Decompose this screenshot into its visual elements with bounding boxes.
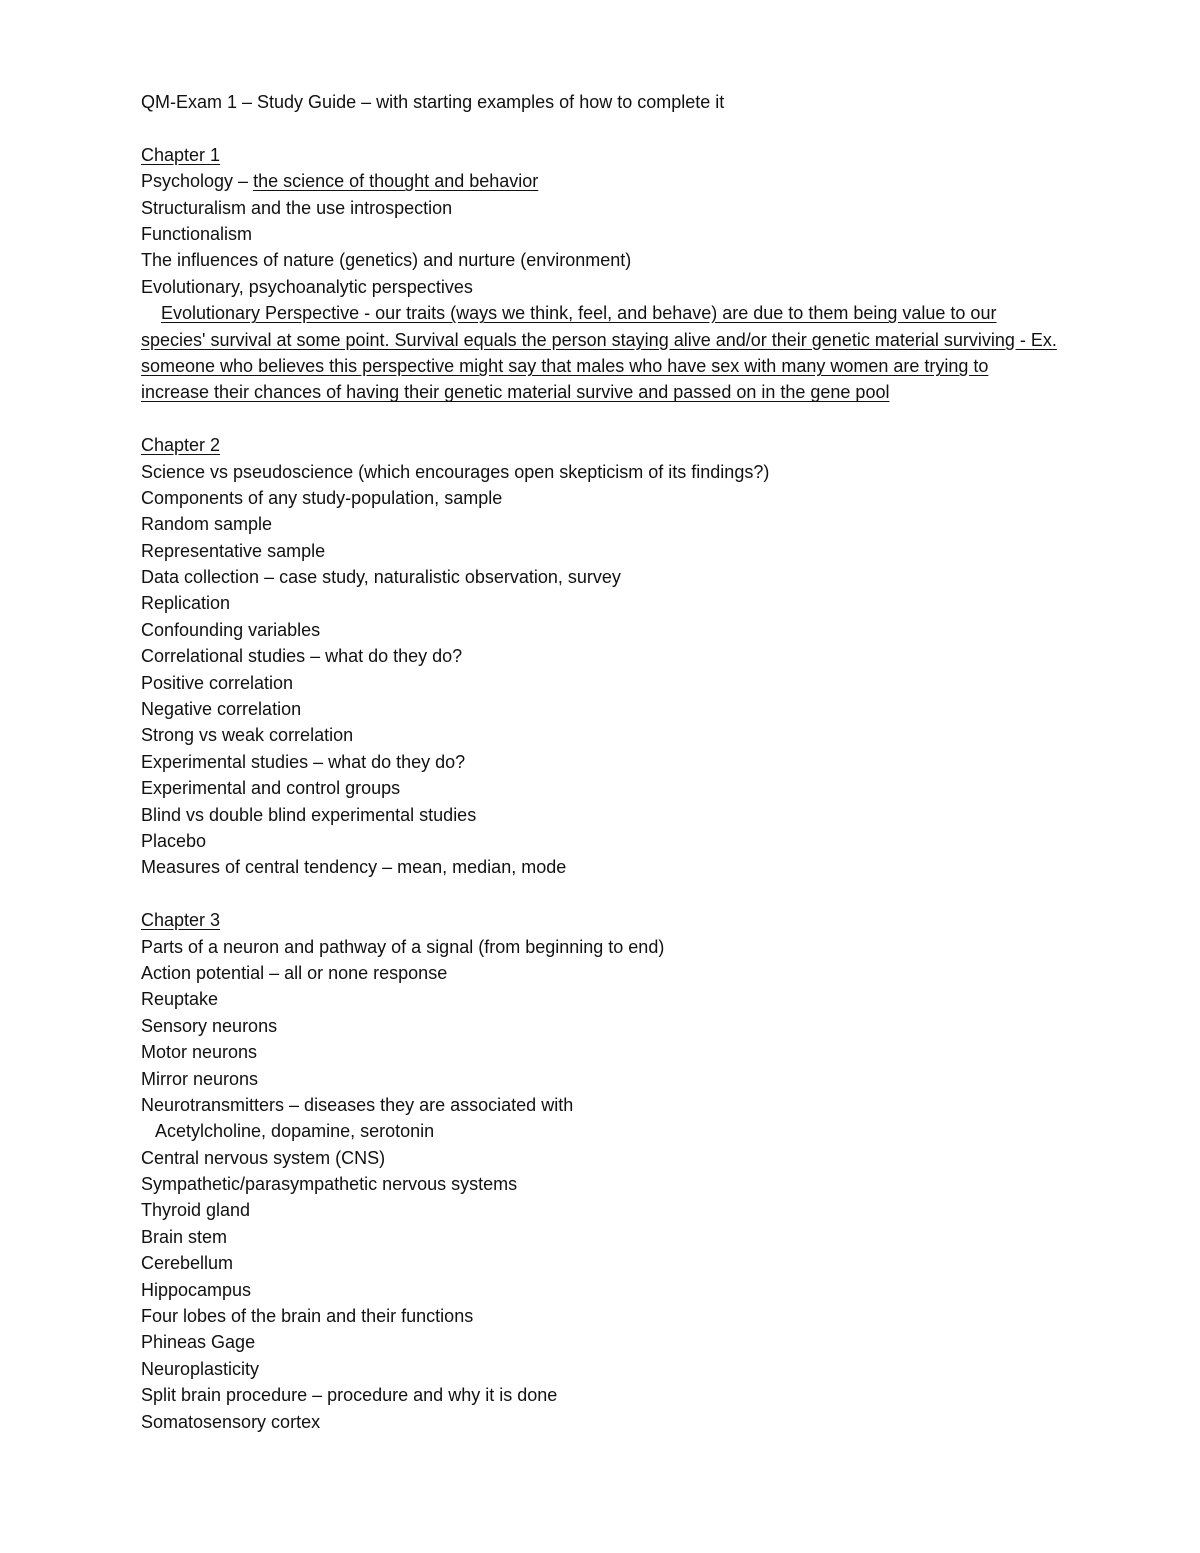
list-item: Representative sample [141,540,326,561]
list-item: Experimental and control groups [141,778,401,799]
list-item: Science vs pseudoscience (which encourages open skepticism of its findings?) [141,461,770,482]
evolutionary-example-paragraph [141,300,1059,406]
chapter-3-heading: Chapter 3 [141,910,221,931]
list-item: Four lobes of the brain and their functions [141,1306,474,1327]
list-item: Blind vs double blind experimental studies [141,804,477,825]
chapter-2-heading: Chapter 2 [141,435,221,456]
psychology-definition-line [141,168,1066,194]
list-item: Neuroplasticity [141,1358,260,1379]
list-item: Positive correlation [141,672,294,693]
list-item: Action potential – all or none response [141,962,448,983]
list-item: Placebo [141,831,207,851]
document-page [141,89,1066,1435]
list-item: Strong vs weak correlation [141,725,354,746]
psychology-definition: the science of thought and behavior [253,171,539,192]
list-item: Structuralism and the use introspection [141,197,453,218]
list-item: Data collection – case study, naturalistic observation, survey [141,567,621,588]
list-item: Thyroid gland [141,1200,251,1221]
list-item: Neurotransmitters – diseases they are associated with [141,1094,574,1115]
list-item: Central nervous system (CNS) [141,1147,386,1168]
list-item: Measures of central tendency – mean, median, mode [141,857,567,878]
neurotransmitter-examples: Acetylcholine, dopamine, serotonin [155,1121,435,1142]
list-item: Replication [141,593,231,614]
list-item: Reuptake [141,989,219,1010]
psychology-term: Psychology – [141,171,254,192]
list-item: Evolutionary, psychoanalytic perspectives [141,276,473,297]
list-item: Sensory neurons [141,1015,278,1036]
spacer [141,881,1066,907]
chapter-2-list [141,459,1066,881]
list-item: Mirror neurons [141,1068,259,1089]
chapter-1-list [141,195,1066,301]
chapter-3-list-a [141,934,1066,1119]
list-item: Random sample [141,514,273,535]
list-item: Experimental studies – what do they do? [141,751,466,772]
list-item: Cerebellum [141,1253,234,1274]
list-item: Split brain procedure – procedure and why it is done [141,1385,558,1406]
list-item: Brain stem [141,1226,228,1247]
spacer [141,115,1066,141]
chapter-1-heading: Chapter 1 [141,144,221,165]
list-item: Hippocampus [141,1279,252,1300]
list-item: Functionalism [141,223,253,244]
chapter-3-list-b [141,1145,1066,1435]
document-title: QM-Exam 1 – Study Guide – with starting examples of how to complete it [141,92,725,112]
list-item: Negative correlation [141,699,302,720]
list-item: Parts of a neuron and pathway of a signal (from beginning to end) [141,936,665,957]
list-item: Confounding variables [141,619,321,640]
list-item: Components of any study-population, sample [141,487,503,508]
spacer [141,406,1066,432]
list-item: Phineas Gage [141,1332,256,1353]
list-item: Correlational studies – what do they do? [141,646,463,667]
list-item: The influences of nature (genetics) and nurture (environment) [141,250,632,271]
evolutionary-example-text: Evolutionary Perspective - our traits (ways we think, feel, and behave) are due to them being value to our species' survival at some point. Survival equals the person staying alive and/or their genetic material surviving - Ex. someone who believes this perspective might say that males who have sex with many women are trying to increase their chances of having their genetic material survive and passed on in the gene pool [141,303,1057,403]
list-item: Sympathetic/parasympathetic nervous systems [141,1174,518,1195]
list-item: Somatosensory cortex [141,1411,321,1432]
list-item: Motor neurons [141,1042,258,1063]
